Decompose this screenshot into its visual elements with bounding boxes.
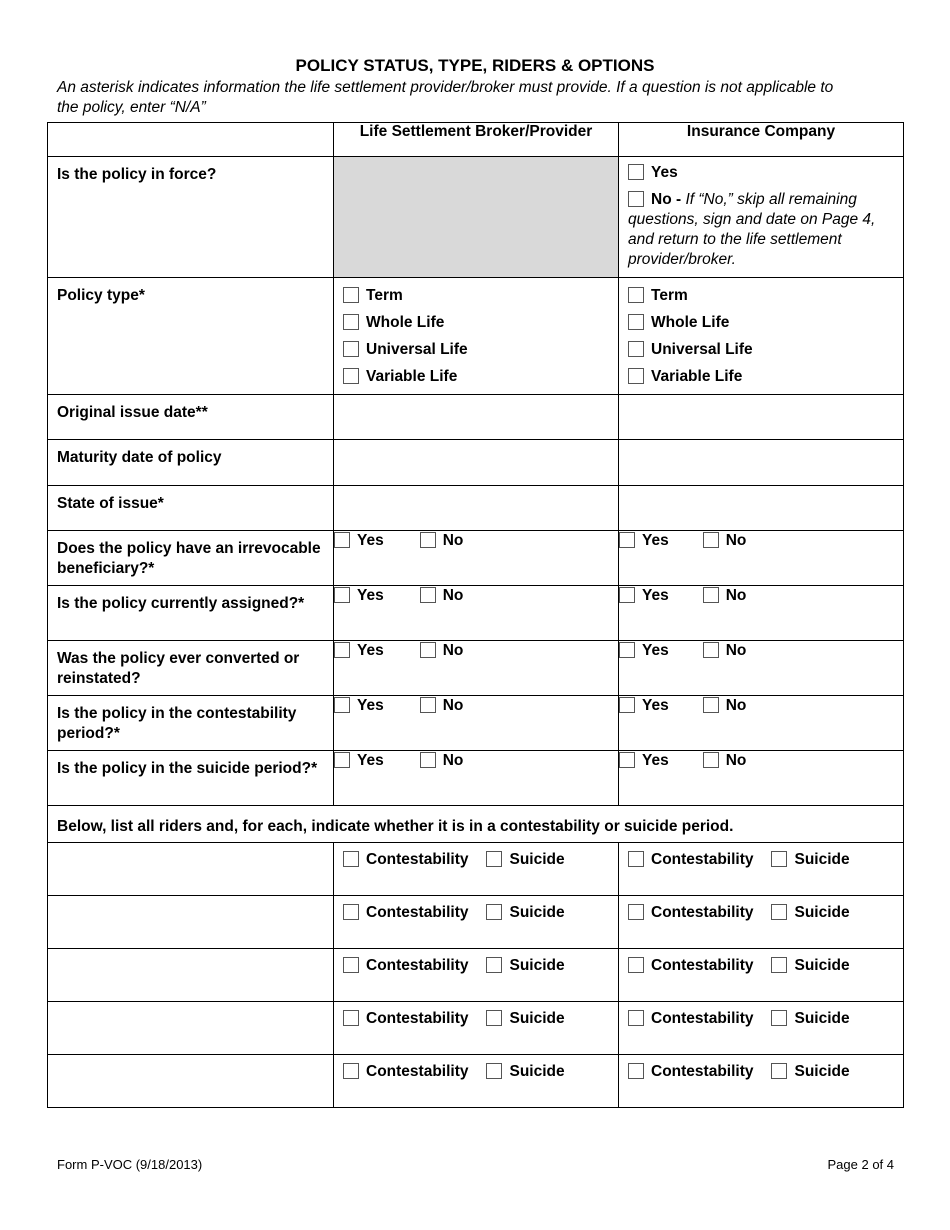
maturity-date-row bbox=[48, 440, 904, 486]
insurer-yn-cell bbox=[619, 586, 904, 641]
insurer-yn-cell bbox=[619, 531, 904, 586]
suicide-checkbox[interactable] bbox=[771, 851, 787, 867]
broker-column-header: Life Settlement Broker/Provider bbox=[334, 123, 619, 157]
state-of-issue-question: State of issue* bbox=[48, 486, 334, 531]
universal-life-label: Universal Life bbox=[651, 341, 753, 358]
suicide-checkbox[interactable] bbox=[486, 1063, 502, 1079]
contestability-checkbox[interactable] bbox=[628, 1010, 644, 1026]
converted-reinstated-question: Was the policy ever converted or reinstated? bbox=[48, 641, 334, 696]
contestability-label: Contestability bbox=[651, 957, 754, 974]
suicide-checkbox[interactable] bbox=[486, 851, 502, 867]
insurer-no-checkbox[interactable] bbox=[703, 532, 719, 548]
insurer-maturity-date-field[interactable] bbox=[619, 440, 904, 486]
contestability-checkbox[interactable] bbox=[343, 851, 359, 867]
contestability-checkbox[interactable] bbox=[343, 904, 359, 920]
variable-life-label: Variable Life bbox=[651, 368, 743, 385]
whole-life-label: Whole Life bbox=[651, 314, 730, 331]
broker-rider-cell bbox=[334, 1002, 619, 1055]
contestability-label: Contestability bbox=[366, 1063, 469, 1080]
riders-instruction: Below, list all riders and, for each, indicate whether it is in a contestability or suicide period. bbox=[48, 806, 904, 843]
suicide-checkbox[interactable] bbox=[771, 957, 787, 973]
rider-name-field[interactable] bbox=[48, 843, 334, 896]
yes-label: Yes bbox=[357, 642, 384, 659]
broker-issue-date-field[interactable] bbox=[334, 395, 619, 440]
contestability-period-question: Is the policy in the contestability period?* bbox=[48, 696, 334, 751]
rider-name-field[interactable] bbox=[48, 1055, 334, 1108]
contestability-label: Contestability bbox=[366, 957, 469, 974]
yn-row bbox=[48, 696, 904, 751]
yn-row bbox=[48, 586, 904, 641]
insurer-rider-cell bbox=[619, 843, 904, 896]
broker-yes-checkbox[interactable] bbox=[334, 697, 350, 713]
policy-type-question: Policy type* bbox=[48, 278, 334, 395]
contestability-checkbox[interactable] bbox=[628, 851, 644, 867]
broker-yes-checkbox[interactable] bbox=[334, 752, 350, 768]
broker-state-field[interactable] bbox=[334, 486, 619, 531]
yes-label: Yes bbox=[642, 587, 669, 604]
no-label: No bbox=[725, 752, 747, 769]
contestability-label: Contestability bbox=[651, 1063, 754, 1080]
rider-row bbox=[48, 1002, 904, 1055]
yes-label: Yes bbox=[642, 642, 669, 659]
irrevocable-beneficiary-question: Does the policy have an irrevocable beneficiary?* bbox=[48, 531, 334, 586]
policy-type-row bbox=[48, 278, 904, 395]
variable-life-label: Variable Life bbox=[366, 368, 458, 385]
suicide-checkbox[interactable] bbox=[486, 904, 502, 920]
yes-label: Yes bbox=[651, 164, 678, 181]
broker-rider-cell bbox=[334, 949, 619, 1002]
insurer-universal-life-checkbox[interactable] bbox=[628, 341, 644, 357]
broker-whole-life-checkbox[interactable] bbox=[343, 314, 359, 330]
rider-name-field[interactable] bbox=[48, 896, 334, 949]
contestability-checkbox[interactable] bbox=[628, 957, 644, 973]
broker-no-checkbox[interactable] bbox=[420, 587, 436, 603]
insurer-rider-cell bbox=[619, 1055, 904, 1108]
insurer-rider-cell bbox=[619, 896, 904, 949]
insurer-rider-cell bbox=[619, 1002, 904, 1055]
contestability-label: Contestability bbox=[366, 1010, 469, 1027]
suicide-label: Suicide bbox=[794, 957, 850, 974]
page-title: POLICY STATUS, TYPE, RIDERS & OPTIONS bbox=[295, 56, 655, 75]
contestability-checkbox[interactable] bbox=[628, 904, 644, 920]
suicide-checkbox[interactable] bbox=[771, 1063, 787, 1079]
broker-yes-checkbox[interactable] bbox=[334, 587, 350, 603]
insurer-yn-cell bbox=[619, 696, 904, 751]
insurer-term-checkbox[interactable] bbox=[628, 287, 644, 303]
contestability-checkbox[interactable] bbox=[343, 957, 359, 973]
rider-name-field[interactable] bbox=[48, 1002, 334, 1055]
in-force-insurer-cell bbox=[619, 157, 904, 278]
broker-yes-checkbox[interactable] bbox=[334, 532, 350, 548]
no-label: No bbox=[442, 587, 464, 604]
header-blank bbox=[48, 123, 334, 157]
rider-row bbox=[48, 843, 904, 896]
no-label: No bbox=[725, 587, 747, 604]
term-label: Term bbox=[366, 287, 403, 304]
no-label: No bbox=[725, 642, 747, 659]
rider-row bbox=[48, 896, 904, 949]
intro-text: An asterisk indicates information the life settlement provider/broker must provide. If a question is not applicable to the policy, enter “N/A” bbox=[57, 79, 834, 116]
rider-row bbox=[48, 1055, 904, 1108]
insurer-yes-checkbox[interactable] bbox=[619, 642, 635, 658]
in-force-row bbox=[48, 157, 904, 278]
yn-row bbox=[48, 751, 904, 806]
issue-date-row bbox=[48, 395, 904, 440]
insurer-yes-checkbox[interactable] bbox=[619, 532, 635, 548]
contestability-checkbox[interactable] bbox=[343, 1063, 359, 1079]
currently-assigned-question: Is the policy currently assigned?* bbox=[48, 586, 334, 641]
policy-type-insurer-cell bbox=[619, 278, 904, 395]
broker-rider-cell bbox=[334, 896, 619, 949]
insurer-yn-cell bbox=[619, 751, 904, 806]
broker-no-checkbox[interactable] bbox=[420, 752, 436, 768]
insurer-yes-checkbox[interactable] bbox=[619, 587, 635, 603]
yes-label: Yes bbox=[642, 752, 669, 769]
in-force-yes-checkbox[interactable] bbox=[628, 164, 644, 180]
rider-name-field[interactable] bbox=[48, 949, 334, 1002]
no-label: No bbox=[725, 532, 747, 549]
contestability-label: Contestability bbox=[651, 904, 754, 921]
suicide-label: Suicide bbox=[794, 851, 850, 868]
insurer-rider-cell bbox=[619, 949, 904, 1002]
contestability-checkbox[interactable] bbox=[343, 1010, 359, 1026]
no-label: No bbox=[442, 532, 464, 549]
issue-date-question: Original issue date** bbox=[48, 395, 334, 440]
no-label: No bbox=[442, 752, 464, 769]
riders-instruction-row bbox=[48, 806, 904, 843]
yes-label: Yes bbox=[357, 532, 384, 549]
broker-universal-life-checkbox[interactable] bbox=[343, 341, 359, 357]
broker-yn-cell bbox=[334, 641, 619, 696]
no-label: No - bbox=[651, 191, 682, 208]
suicide-label: Suicide bbox=[794, 1010, 850, 1027]
insurer-issue-date-field[interactable] bbox=[619, 395, 904, 440]
suicide-label: Suicide bbox=[794, 904, 850, 921]
insurer-no-checkbox[interactable] bbox=[703, 697, 719, 713]
page-number: Page 2 of 4 bbox=[827, 1157, 894, 1172]
suicide-checkbox[interactable] bbox=[486, 957, 502, 973]
header-row bbox=[48, 123, 904, 157]
insurer-yn-cell bbox=[619, 641, 904, 696]
broker-yn-cell bbox=[334, 696, 619, 751]
broker-variable-life-checkbox[interactable] bbox=[343, 368, 359, 384]
in-force-question: Is the policy in force? bbox=[48, 157, 334, 278]
contestability-checkbox[interactable] bbox=[628, 1063, 644, 1079]
broker-no-checkbox[interactable] bbox=[420, 697, 436, 713]
yes-label: Yes bbox=[357, 587, 384, 604]
contestability-label: Contestability bbox=[651, 1010, 754, 1027]
insurer-yes-checkbox[interactable] bbox=[619, 697, 635, 713]
yn-row bbox=[48, 531, 904, 586]
suicide-label: Suicide bbox=[794, 1063, 850, 1080]
form-id: Form P-VOC (9/18/2013) bbox=[57, 1157, 203, 1172]
yes-label: Yes bbox=[642, 697, 669, 714]
broker-yn-cell bbox=[334, 751, 619, 806]
suicide-checkbox[interactable] bbox=[771, 904, 787, 920]
no-label: No bbox=[442, 642, 464, 659]
yes-label: Yes bbox=[642, 532, 669, 549]
rider-row bbox=[48, 949, 904, 1002]
contestability-label: Contestability bbox=[651, 851, 754, 868]
insurer-column-header: Insurance Company bbox=[619, 123, 904, 157]
yes-label: Yes bbox=[357, 752, 384, 769]
policy-form-table bbox=[47, 122, 904, 1108]
broker-maturity-date-field[interactable] bbox=[334, 440, 619, 486]
state-of-issue-row bbox=[48, 486, 904, 531]
contestability-label: Contestability bbox=[366, 904, 469, 921]
suicide-label: Suicide bbox=[509, 851, 565, 868]
policy-type-broker-cell bbox=[334, 278, 619, 395]
whole-life-label: Whole Life bbox=[366, 314, 445, 331]
suicide-checkbox[interactable] bbox=[771, 1010, 787, 1026]
no-label: No bbox=[725, 697, 747, 714]
suicide-label: Suicide bbox=[509, 957, 565, 974]
broker-yn-cell bbox=[334, 531, 619, 586]
term-label: Term bbox=[651, 287, 688, 304]
insurer-variable-life-checkbox[interactable] bbox=[628, 368, 644, 384]
suicide-period-question: Is the policy in the suicide period?* bbox=[48, 751, 334, 806]
no-label: No bbox=[442, 697, 464, 714]
broker-yn-cell bbox=[334, 586, 619, 641]
insurer-whole-life-checkbox[interactable] bbox=[628, 314, 644, 330]
insurer-no-checkbox[interactable] bbox=[703, 752, 719, 768]
broker-no-checkbox[interactable] bbox=[420, 532, 436, 548]
yes-label: Yes bbox=[357, 697, 384, 714]
broker-shaded-cell bbox=[334, 157, 619, 278]
suicide-label: Suicide bbox=[509, 1010, 565, 1027]
insurer-no-checkbox[interactable] bbox=[703, 587, 719, 603]
broker-rider-cell bbox=[334, 1055, 619, 1108]
broker-no-checkbox[interactable] bbox=[420, 642, 436, 658]
broker-rider-cell bbox=[334, 843, 619, 896]
suicide-checkbox[interactable] bbox=[486, 1010, 502, 1026]
insurer-state-field[interactable] bbox=[619, 486, 904, 531]
universal-life-label: Universal Life bbox=[366, 341, 468, 358]
yn-row bbox=[48, 641, 904, 696]
contestability-label: Contestability bbox=[366, 851, 469, 868]
suicide-label: Suicide bbox=[509, 904, 565, 921]
in-force-no-checkbox[interactable] bbox=[628, 191, 644, 207]
broker-term-checkbox[interactable] bbox=[343, 287, 359, 303]
broker-yes-checkbox[interactable] bbox=[334, 642, 350, 658]
insurer-yes-checkbox[interactable] bbox=[619, 752, 635, 768]
in-force-no-note: If “No,” skip all remaining questions, sign and date on Page 4, and return to the life settlement provider/broker. bbox=[628, 191, 876, 268]
suicide-label: Suicide bbox=[509, 1063, 565, 1080]
maturity-date-question: Maturity date of policy bbox=[48, 440, 334, 486]
insurer-no-checkbox[interactable] bbox=[703, 642, 719, 658]
